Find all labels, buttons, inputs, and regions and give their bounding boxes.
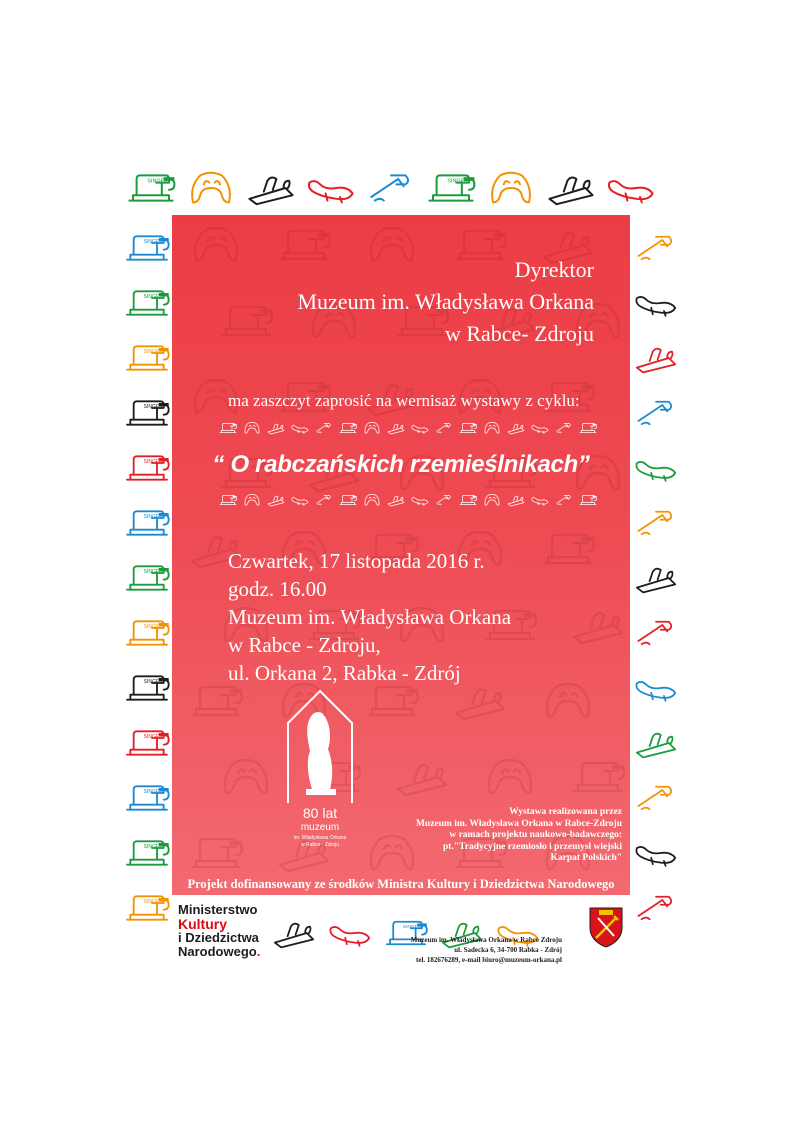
svg-text:SINGER: SINGER	[143, 349, 163, 355]
ministry-line: Narodowego	[178, 944, 257, 959]
ministry-line: i Dziedzictwa	[178, 930, 259, 945]
sewing-machine-icon	[218, 493, 238, 507]
event-place-line2: w Rabce - Zdroju,	[228, 633, 381, 657]
hammer-icon	[632, 882, 680, 934]
slipper-icon	[242, 493, 262, 507]
shoe-icon	[632, 277, 680, 329]
event-place-line1: Muzeum im. Władysława Orkana	[228, 605, 512, 629]
ministry-line: Ministerstwo	[178, 902, 258, 917]
town-crest-icon	[588, 906, 624, 948]
hammer-icon	[632, 497, 680, 549]
hand-plane-icon	[266, 421, 286, 435]
sewing-machine-icon	[122, 882, 172, 934]
ministry-line: Kultury	[178, 916, 227, 932]
anniversary-years: 80 lat	[302, 805, 338, 821]
hammer-icon	[632, 607, 680, 659]
sewing-machine-icon	[122, 607, 172, 659]
svg-text:SINGER: SINGER	[447, 178, 469, 185]
slipper-icon	[482, 421, 502, 435]
hand-plane-icon	[244, 168, 298, 208]
hand-plane-icon	[632, 717, 680, 769]
anniversary-word: muzeum	[300, 822, 340, 833]
shoe-icon	[530, 421, 550, 435]
hand-plane-icon	[632, 332, 680, 384]
anniversary-logo	[282, 685, 358, 865]
sewing-machine-icon	[538, 527, 598, 571]
sewing-machine-icon	[338, 493, 358, 507]
sewing-machine-icon	[338, 421, 358, 435]
svg-text:SINGER: SINGER	[143, 679, 163, 685]
sewing-machine-icon	[122, 277, 172, 329]
slipper-icon	[184, 168, 238, 208]
hammer-icon	[314, 493, 334, 507]
project-note-line: Wystawa realizowana przez	[509, 807, 622, 817]
hammer-icon	[632, 222, 680, 274]
left-border-icons	[122, 222, 172, 934]
hammer-icon	[554, 421, 574, 435]
sewing-machine-icon	[122, 222, 172, 274]
shoe-icon	[304, 168, 358, 208]
sewing-machine-icon	[122, 552, 172, 604]
hammer-icon	[434, 493, 454, 507]
project-note	[382, 807, 622, 865]
svg-text:SINGER: SINGER	[143, 734, 163, 740]
ministry-logo	[178, 903, 260, 959]
sewing-machine-icon	[578, 421, 598, 435]
shoe-icon	[632, 827, 680, 879]
svg-text:SINGER: SINGER	[143, 514, 163, 520]
sewing-machine-icon	[458, 421, 478, 435]
sewing-machine-icon	[186, 831, 246, 875]
slipper-icon	[362, 421, 382, 435]
sewing-machine-icon	[122, 827, 172, 879]
hand-plane-icon	[632, 552, 680, 604]
icon-strip-bottom	[218, 493, 598, 507]
svg-text:SINGER: SINGER	[402, 925, 422, 931]
shoe-icon	[326, 916, 374, 950]
anniversary-museum: im. Władysława Orkana	[293, 835, 347, 841]
director-heading: Dyrektor	[514, 257, 594, 282]
sewing-machine-icon	[568, 755, 628, 799]
icon-strip-top	[218, 421, 598, 435]
exhibition-title: “ O rabczańskich rzemieślnikach”	[212, 451, 590, 478]
contact-line: ul. Sadecka 6, 34-700 Rabka - Zdrój	[454, 946, 562, 954]
top-border-icons	[124, 168, 658, 208]
contact-line: Muzeum im. Władysława Orkana w Rabce Zdroju	[410, 936, 562, 944]
hammer-icon	[632, 772, 680, 824]
shoe-icon	[530, 493, 550, 507]
sewing-machine-icon	[122, 772, 172, 824]
invitation-text: ma zaszczyt zaprosić na wernisaż wystawy z cyklu:	[228, 391, 580, 410]
anniversary-town: w Rabce - Zdroju	[300, 842, 340, 848]
svg-text:SINGER: SINGER	[143, 239, 163, 245]
svg-text:SINGER: SINGER	[143, 624, 163, 630]
sewing-machine-icon	[122, 332, 172, 384]
svg-text:SINGER: SINGER	[143, 844, 163, 850]
event-date: Czwartek, 17 listopada 2016 r.	[228, 549, 485, 573]
sewing-machine-icon	[122, 497, 172, 549]
sculpture-icon	[282, 685, 358, 805]
slipper-icon	[538, 679, 598, 723]
hammer-icon	[632, 387, 680, 439]
slipper-icon	[362, 493, 382, 507]
hand-plane-icon	[568, 603, 628, 647]
museum-name: Muzeum im. Władysława Orkana	[297, 289, 594, 314]
shoe-icon	[290, 421, 310, 435]
hand-plane-icon	[270, 916, 318, 950]
project-note-line: w ramach projektu naukowo-badawczego:	[449, 830, 622, 840]
sewing-machine-icon	[122, 387, 172, 439]
shoe-icon	[632, 442, 680, 494]
museum-contact	[382, 935, 562, 965]
hand-plane-icon	[506, 493, 526, 507]
project-note-line: pt."Tradycyjne rzemiosło i przemysł wiejski	[443, 841, 622, 852]
hand-plane-icon	[386, 421, 406, 435]
project-note-line: Karpat Polskich"	[550, 853, 622, 863]
hammer-icon	[314, 421, 334, 435]
contact-line: tel. 182676289, e-mail biuro@muzeum-orkana.pl	[416, 956, 562, 964]
sewing-machine-icon	[458, 493, 478, 507]
svg-text:SINGER: SINGER	[147, 178, 169, 185]
svg-text:SINGER: SINGER	[143, 404, 163, 410]
hammer-icon	[364, 168, 418, 208]
hand-plane-icon	[386, 493, 406, 507]
ministry-dot: .	[256, 944, 261, 959]
svg-text:SINGER: SINGER	[143, 899, 163, 905]
slipper-icon	[484, 168, 538, 208]
hand-plane-icon	[266, 493, 286, 507]
slipper-icon	[480, 755, 540, 799]
museum-town: w Rabce- Zdroju	[444, 321, 594, 346]
svg-text:SINGER: SINGER	[143, 569, 163, 575]
sewing-machine-icon	[424, 168, 478, 208]
sewing-machine-icon	[578, 493, 598, 507]
hand-plane-icon	[544, 168, 598, 208]
shoe-icon	[604, 168, 658, 208]
shoe-icon	[632, 662, 680, 714]
svg-text:SINGER: SINGER	[143, 459, 163, 465]
event-place-line3: ul. Orkana 2, Rabka - Zdrój	[228, 661, 461, 685]
sewing-machine-icon	[124, 168, 178, 208]
hand-plane-icon	[506, 421, 526, 435]
shoe-icon	[290, 493, 310, 507]
right-border-icons	[632, 222, 680, 934]
svg-text:SINGER: SINGER	[143, 789, 163, 795]
sewing-machine-icon	[122, 717, 172, 769]
hand-plane-icon	[392, 755, 452, 799]
funding-note: Projekt dofinansowany ze środków Ministra Kultury i Dziedzictwa Narodowego	[187, 877, 615, 891]
hammer-icon	[434, 421, 454, 435]
slipper-icon	[216, 755, 276, 799]
project-note-line: Muzeum im. Władysława Orkana w Rabce-Zdroju	[415, 818, 622, 829]
sewing-machine-icon	[218, 421, 238, 435]
event-hour: godz. 16.00	[228, 577, 327, 601]
sewing-machine-icon	[122, 662, 172, 714]
invitation-panel	[172, 215, 630, 895]
slipper-icon	[242, 421, 262, 435]
shoe-icon	[410, 421, 430, 435]
shoe-icon	[410, 493, 430, 507]
svg-text:SINGER: SINGER	[143, 294, 163, 300]
hammer-icon	[554, 493, 574, 507]
slipper-icon	[482, 493, 502, 507]
sewing-machine-icon	[122, 442, 172, 494]
